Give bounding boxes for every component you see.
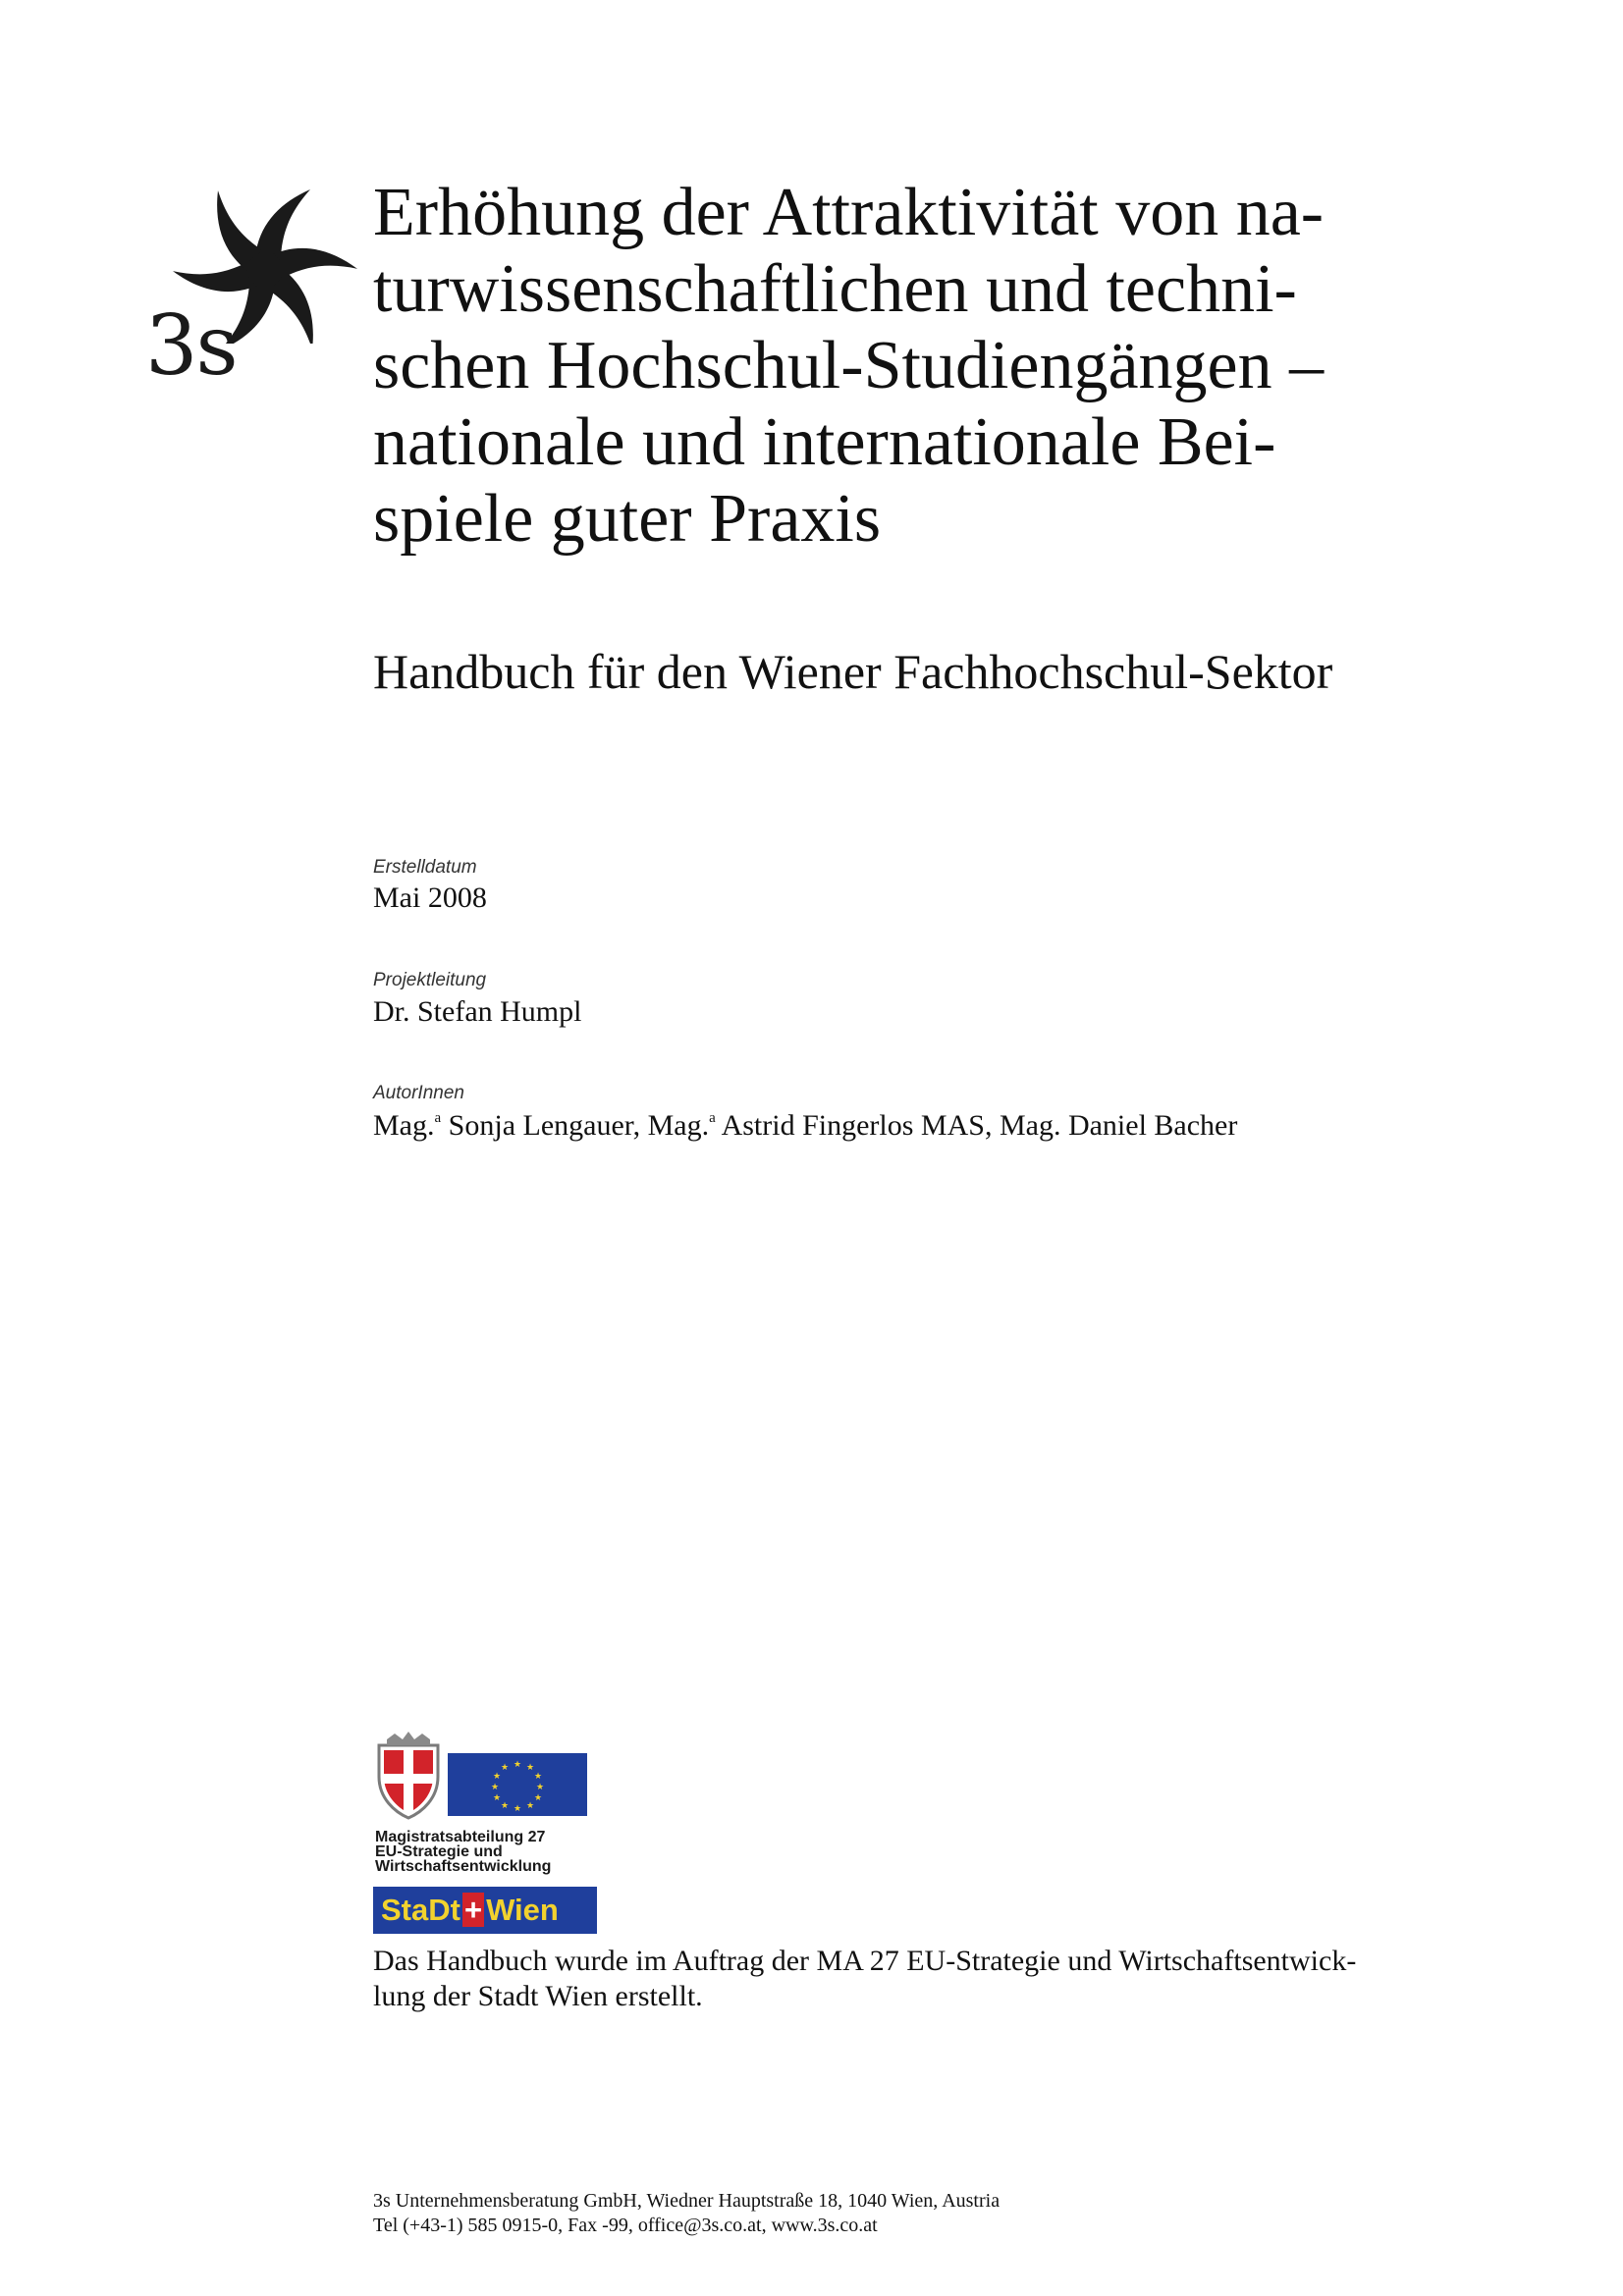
city-of-vienna-banner — [373, 1887, 597, 1934]
footer-address: 3s Unternehmensberatung GmbH, Wiedner Hauptstraße 18, 1040 Wien, Austria — [373, 2190, 1001, 2212]
svg-text:★: ★ — [492, 1793, 502, 1803]
author-title: Mag. — [647, 1109, 710, 1142]
department-line: Magistratsabteilung 27 — [375, 1829, 546, 1845]
author-name: Sonja Lengauer, — [441, 1109, 648, 1142]
project-lead-label: Projektleitung — [373, 970, 487, 990]
eu-flag-icon — [448, 1753, 587, 1816]
authors-label: AutorInnen — [373, 1083, 464, 1103]
department-line: EU-Strategie und — [375, 1843, 503, 1860]
author-names-rest: Astrid Fingerlos MAS, Mag. Daniel Bacher — [715, 1109, 1238, 1142]
svg-text:★: ★ — [533, 1793, 543, 1803]
author-title: Mag. — [373, 1109, 435, 1142]
svg-text:★: ★ — [533, 1772, 543, 1782]
svg-text:★: ★ — [490, 1783, 500, 1792]
author-title-superscript: a — [709, 1110, 716, 1126]
company-logo — [137, 177, 373, 422]
company-footer — [373, 2189, 1000, 2238]
department-name — [375, 1830, 551, 1874]
project-lead-value: Dr. Stefan Humpl — [373, 995, 582, 1028]
document-subtitle: Handbuch für den Wiener Fachhochschul-Sektor — [373, 644, 1333, 699]
svg-text:★: ★ — [513, 1804, 522, 1814]
title-line: nationale und internationale Bei- — [373, 404, 1276, 480]
logo-wordmark: 3s — [145, 297, 237, 394]
created-date-label: Erstelldatum — [373, 857, 477, 878]
svg-text:★: ★ — [525, 1763, 535, 1773]
note-line: lung der Stadt Wien erstellt. — [373, 1980, 703, 2012]
title-line: spiele guter Praxis — [373, 481, 882, 557]
title-line: Erhöhung der Attraktivität von na- — [373, 175, 1325, 250]
commission-note — [373, 1944, 1356, 2014]
svg-text:★: ★ — [535, 1783, 545, 1792]
vienna-coat-of-arms-icon — [373, 1732, 444, 1822]
svg-text:★: ★ — [500, 1801, 510, 1811]
sponsor-badge — [373, 1728, 597, 1942]
document-title — [373, 175, 1483, 558]
department-line: Wirtschaftsentwicklung — [375, 1858, 552, 1875]
note-line: Das Handbuch wurde im Auftrag der MA 27 EU-Strategie und Wirtschaftsentwick- — [373, 1945, 1357, 1977]
title-line: turwissenschaftlichen und techni- — [373, 251, 1297, 327]
created-date-value: Mai 2008 — [373, 881, 487, 914]
footer-contact: Tel (+43-1) 585 0915-0, Fax -99, office@3s.co.at, www.3s.co.at — [373, 2215, 878, 2236]
title-line: schen Hochschul-Studiengängen – — [373, 328, 1325, 403]
city-wordmark-left: StaDt — [381, 1893, 460, 1927]
svg-text:★: ★ — [492, 1772, 502, 1782]
svg-text:★: ★ — [500, 1763, 510, 1773]
city-wordmark-right: Wien — [486, 1893, 559, 1927]
svg-text:★: ★ — [525, 1801, 535, 1811]
city-wordmark-mark: + — [463, 1893, 483, 1927]
svg-text:★: ★ — [513, 1760, 522, 1770]
author-title-superscript: a — [434, 1110, 442, 1126]
authors-value — [373, 1109, 1237, 1143]
